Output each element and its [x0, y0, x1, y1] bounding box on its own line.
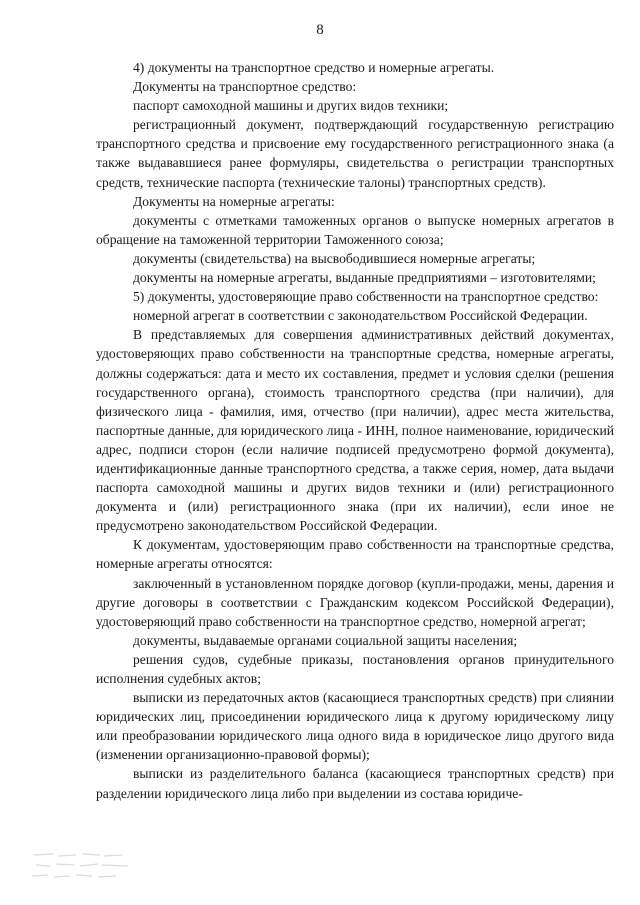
- paragraph-item-5-ownership-documents: 5) документы, удостоверяющие право собственности на транспортное средство:: [133, 289, 599, 305]
- paragraph-ownership-docs-list-heading: К документам, удостоверяющим право собственности на транспортные средства, номерные агрегаты относятся:: [96, 537, 614, 572]
- paragraph-machine-passport: паспорт самоходной машины и других видов техники;: [133, 98, 449, 114]
- page-number: 8: [316, 22, 324, 38]
- paragraph-unit-docs-heading: Документы на номерные агрегаты:: [133, 193, 335, 209]
- paragraph-vehicle-docs-heading: Документы на транспортное средство:: [133, 79, 357, 95]
- document-body: [96, 58, 614, 803]
- paragraph-social-protection-documents: документы, выдаваемые органами социальной защиты населения;: [133, 632, 518, 648]
- faded-stamp-mark: [30, 845, 138, 889]
- paragraph-required-contents: В представляемых для совершения административных действий документах, удостоверяющих право собственности на транспортные средства, номерные агрегаты, должны содержаться: дата и место их составления, предмет и условия сделки (решения государственного органа), стоимость транспортного средства (при наличии), для физического лица - фамилия, имя, отчество (при наличии), адрес места жительства, паспортные данные, для юридического лица - ИНН, полное наименование, юридический адрес, подписи сторон (если наличие подписей предусмотрено формой документа), идентификационные данные транспортного средства, а также серия, номер, дата выдачи паспорта самоходной машины и других видов техники и (или) регистрационного документа и (или) регистрационного знака (при их наличии), если иное не предусмотрено законодательством Российской Федерации.: [96, 327, 614, 534]
- paragraph-court-decisions: решения судов, судебные приказы, постановления органов принудительного исполнения судебных актов;: [96, 651, 614, 686]
- paragraph-manufacturer-documents: документы на номерные агрегаты, выданные предприятиями – изготовителями;: [133, 270, 596, 286]
- paragraph-item-4-documents: 4) документы на транспортное средство и номерные агрегаты.: [133, 60, 495, 75]
- paragraph-separation-balance: выписки из разделительного баланса (касающиеся транспортных средств) при разделении юридического лица либо при выделении из состава юридиче-: [96, 766, 614, 801]
- paragraph-transfer-acts: выписки из передаточных актов (касающиеся транспортных средств) при слиянии юридических лиц, присоединении юридического лица к другому юридическому лицу или преобразовании юридического лица одного вида в юридическое лицо другого вида (изменении организационно-правовой формы);: [96, 690, 614, 763]
- paragraph-numbered-unit-legislation: номерной агрегат в соответствии с законодательством Российской Федерации.: [133, 308, 588, 324]
- paragraph-released-units-certificates: документы (свидетельства) на высвободившиеся номерные агрегаты;: [133, 250, 536, 266]
- paragraph-contract: заключенный в установленном порядке договор (купли-продажи, мены, дарения и другие договоры в соответствии с Гражданским кодексом Российской Федерации), удостоверяющий право собственности на транспортное средство, номерной агрегат;: [96, 575, 614, 629]
- paragraph-registration-document: регистрационный документ, подтверждающий государственную регистрацию транспортного средства и присвоение ему государственного регистрационного знака (а также выдававшиеся ранее формуляры, свидетельства о регистрации транспортных средств, технические паспорта (технические талоны) транспортных средств).: [96, 117, 614, 190]
- paragraph-customs-documents: документы с отметками таможенных органов о выпуске номерных агрегатов в обращение на таможенной территории Таможенного союза;: [96, 212, 614, 247]
